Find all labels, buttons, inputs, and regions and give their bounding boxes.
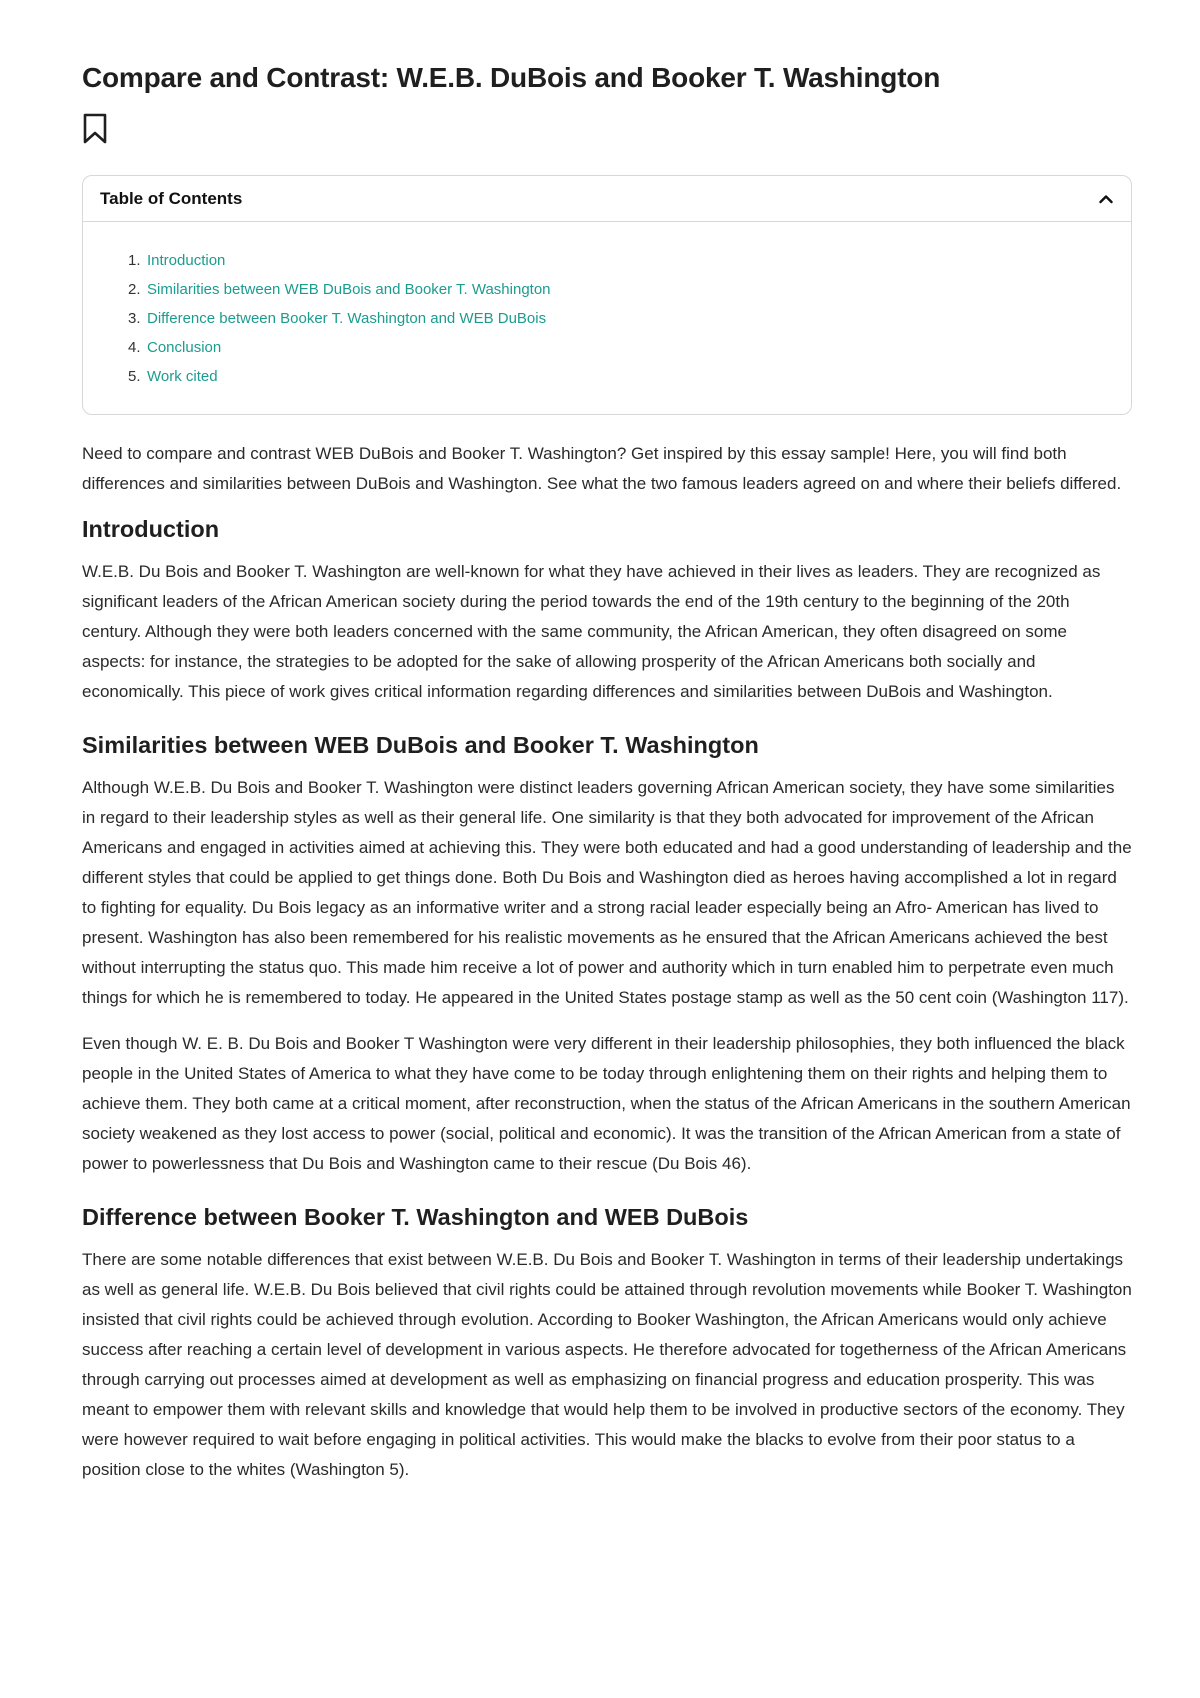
article-page <box>82 0 1132 1485</box>
toc-link-work-cited[interactable]: Work cited <box>147 368 218 385</box>
toc-link-similarities[interactable]: Similarities between WEB DuBois and Booker T. Washington <box>147 281 551 298</box>
toc-item-number: 4. <box>128 339 141 356</box>
lead-paragraph: Need to compare and contrast WEB DuBois and Booker T. Washington? Get inspired by this essay sample! Here, you will find both differences and similarities between DuBois and Washington. See what the two famous leaders agreed on and where their beliefs differed. <box>82 444 1122 493</box>
toc-item-number: 2. <box>128 281 141 298</box>
toc-header[interactable] <box>83 176 1131 222</box>
toc-link-conclusion[interactable]: Conclusion <box>147 339 222 356</box>
toc-item <box>128 304 1131 333</box>
differences-paragraph-1: There are some notable differences that exist between W.E.B. Du Bois and Booker T. Washington in terms of their leadership undertakings as well as general life. W.E.B. Du Bois believed that civil rights could be attained through revolution movements while Booker T. Washington insisted that civil rights could be achieved through evolution. According to Booker Washington, the African Americans would only achieve success after reaching a certain level of development in various aspects. He therefore advocated for togetherness of the African Americans through carrying out processes aimed at development as well as emphasizing on financial progress and education prosperity. This was meant to empower them with relevant skills and knowledge that would help them to be involved in productive sectors of the economy. They were however required to wait before engaging in political activities. This would make the blacks to evolve from their poor status to a position close to the whites (Washington 5). <box>82 1250 1132 1479</box>
similarities-paragraph-1: Although W.E.B. Du Bois and Booker T. Washington were distinct leaders governing African American society, they have some similarities in regard to their leadership styles as well as their general life. One similarity is that they both advocated for improvement of the African Americans and engaged in activities aimed at achieving this. They were both educated and had a good understanding of leadership and the different styles that could be applied to get things done. Both Du Bois and Washington died as heroes having accomplished a lot in regard to fighting for equality. Du Bois legacy as an informative writer and a strong racial leader especially being an Afro- American has lived to present. Washington has also been remembered for his realistic movements as he ensured that the African Americans achieved the best without interrupting the status quo. This made him receive a lot of power and authority which in turn enabled him to perpetrate even much things for which he is remembered to today. He appeared in the United States postage stamp as well as the 50 cent coin (Washington 117). <box>82 778 1132 1007</box>
toc-list <box>83 222 1131 414</box>
chevron-up-icon[interactable] <box>1097 190 1115 208</box>
toc-title: Table of Contents <box>100 188 243 208</box>
section-heading-differences: Difference between Booker T. Washington and WEB DuBois <box>82 1204 749 1230</box>
toc-item-number: 5. <box>128 368 141 385</box>
bookmark-icon[interactable] <box>82 113 108 145</box>
table-of-contents <box>82 175 1132 415</box>
toc-item-number: 3. <box>128 310 141 327</box>
section-heading-introduction: Introduction <box>82 516 220 542</box>
toc-link-differences[interactable]: Difference between Booker T. Washington and WEB DuBois <box>147 310 547 327</box>
toc-item <box>128 246 1131 275</box>
section-heading-similarities: Similarities between WEB DuBois and Booker T. Washington <box>82 732 759 758</box>
toc-item <box>128 275 1131 304</box>
toc-item <box>128 362 1131 391</box>
similarities-paragraph-2: Even though W. E. B. Du Bois and Booker T Washington were very different in their leadership philosophies, they both influenced the black people in the United States of America to what they have come to be today through enlightening them on their rights and helping them to achieve them. They both came at a critical moment, after reconstruction, when the status of the African Americans in the southern American society weakened as they lost access to power (social, political and economic). It was the transition of the African American from a state of power to powerlessness that Du Bois and Washington came to their rescue (Du Bois 46). <box>82 1034 1131 1173</box>
toc-item-number: 1. <box>128 252 141 269</box>
toc-item <box>128 333 1131 362</box>
toc-link-introduction[interactable]: Introduction <box>147 252 226 269</box>
article-title: Compare and Contrast: W.E.B. DuBois and Booker T. Washington <box>82 62 941 93</box>
introduction-paragraph: W.E.B. Du Bois and Booker T. Washington are well-known for what they have achieved in their lives as leaders. They are recognized as significant leaders of the African American society during the period towards the end of the 19th century to the beginning of the 20th century. Although they were both leaders concerned with the same community, the African American, they often disagreed on some aspects: for instance, the strategies to be adopted for the sake of allowing prosperity of the African Americans both socially and economically. This piece of work gives critical information regarding differences and similarities between DuBois and Washington. <box>82 562 1101 701</box>
